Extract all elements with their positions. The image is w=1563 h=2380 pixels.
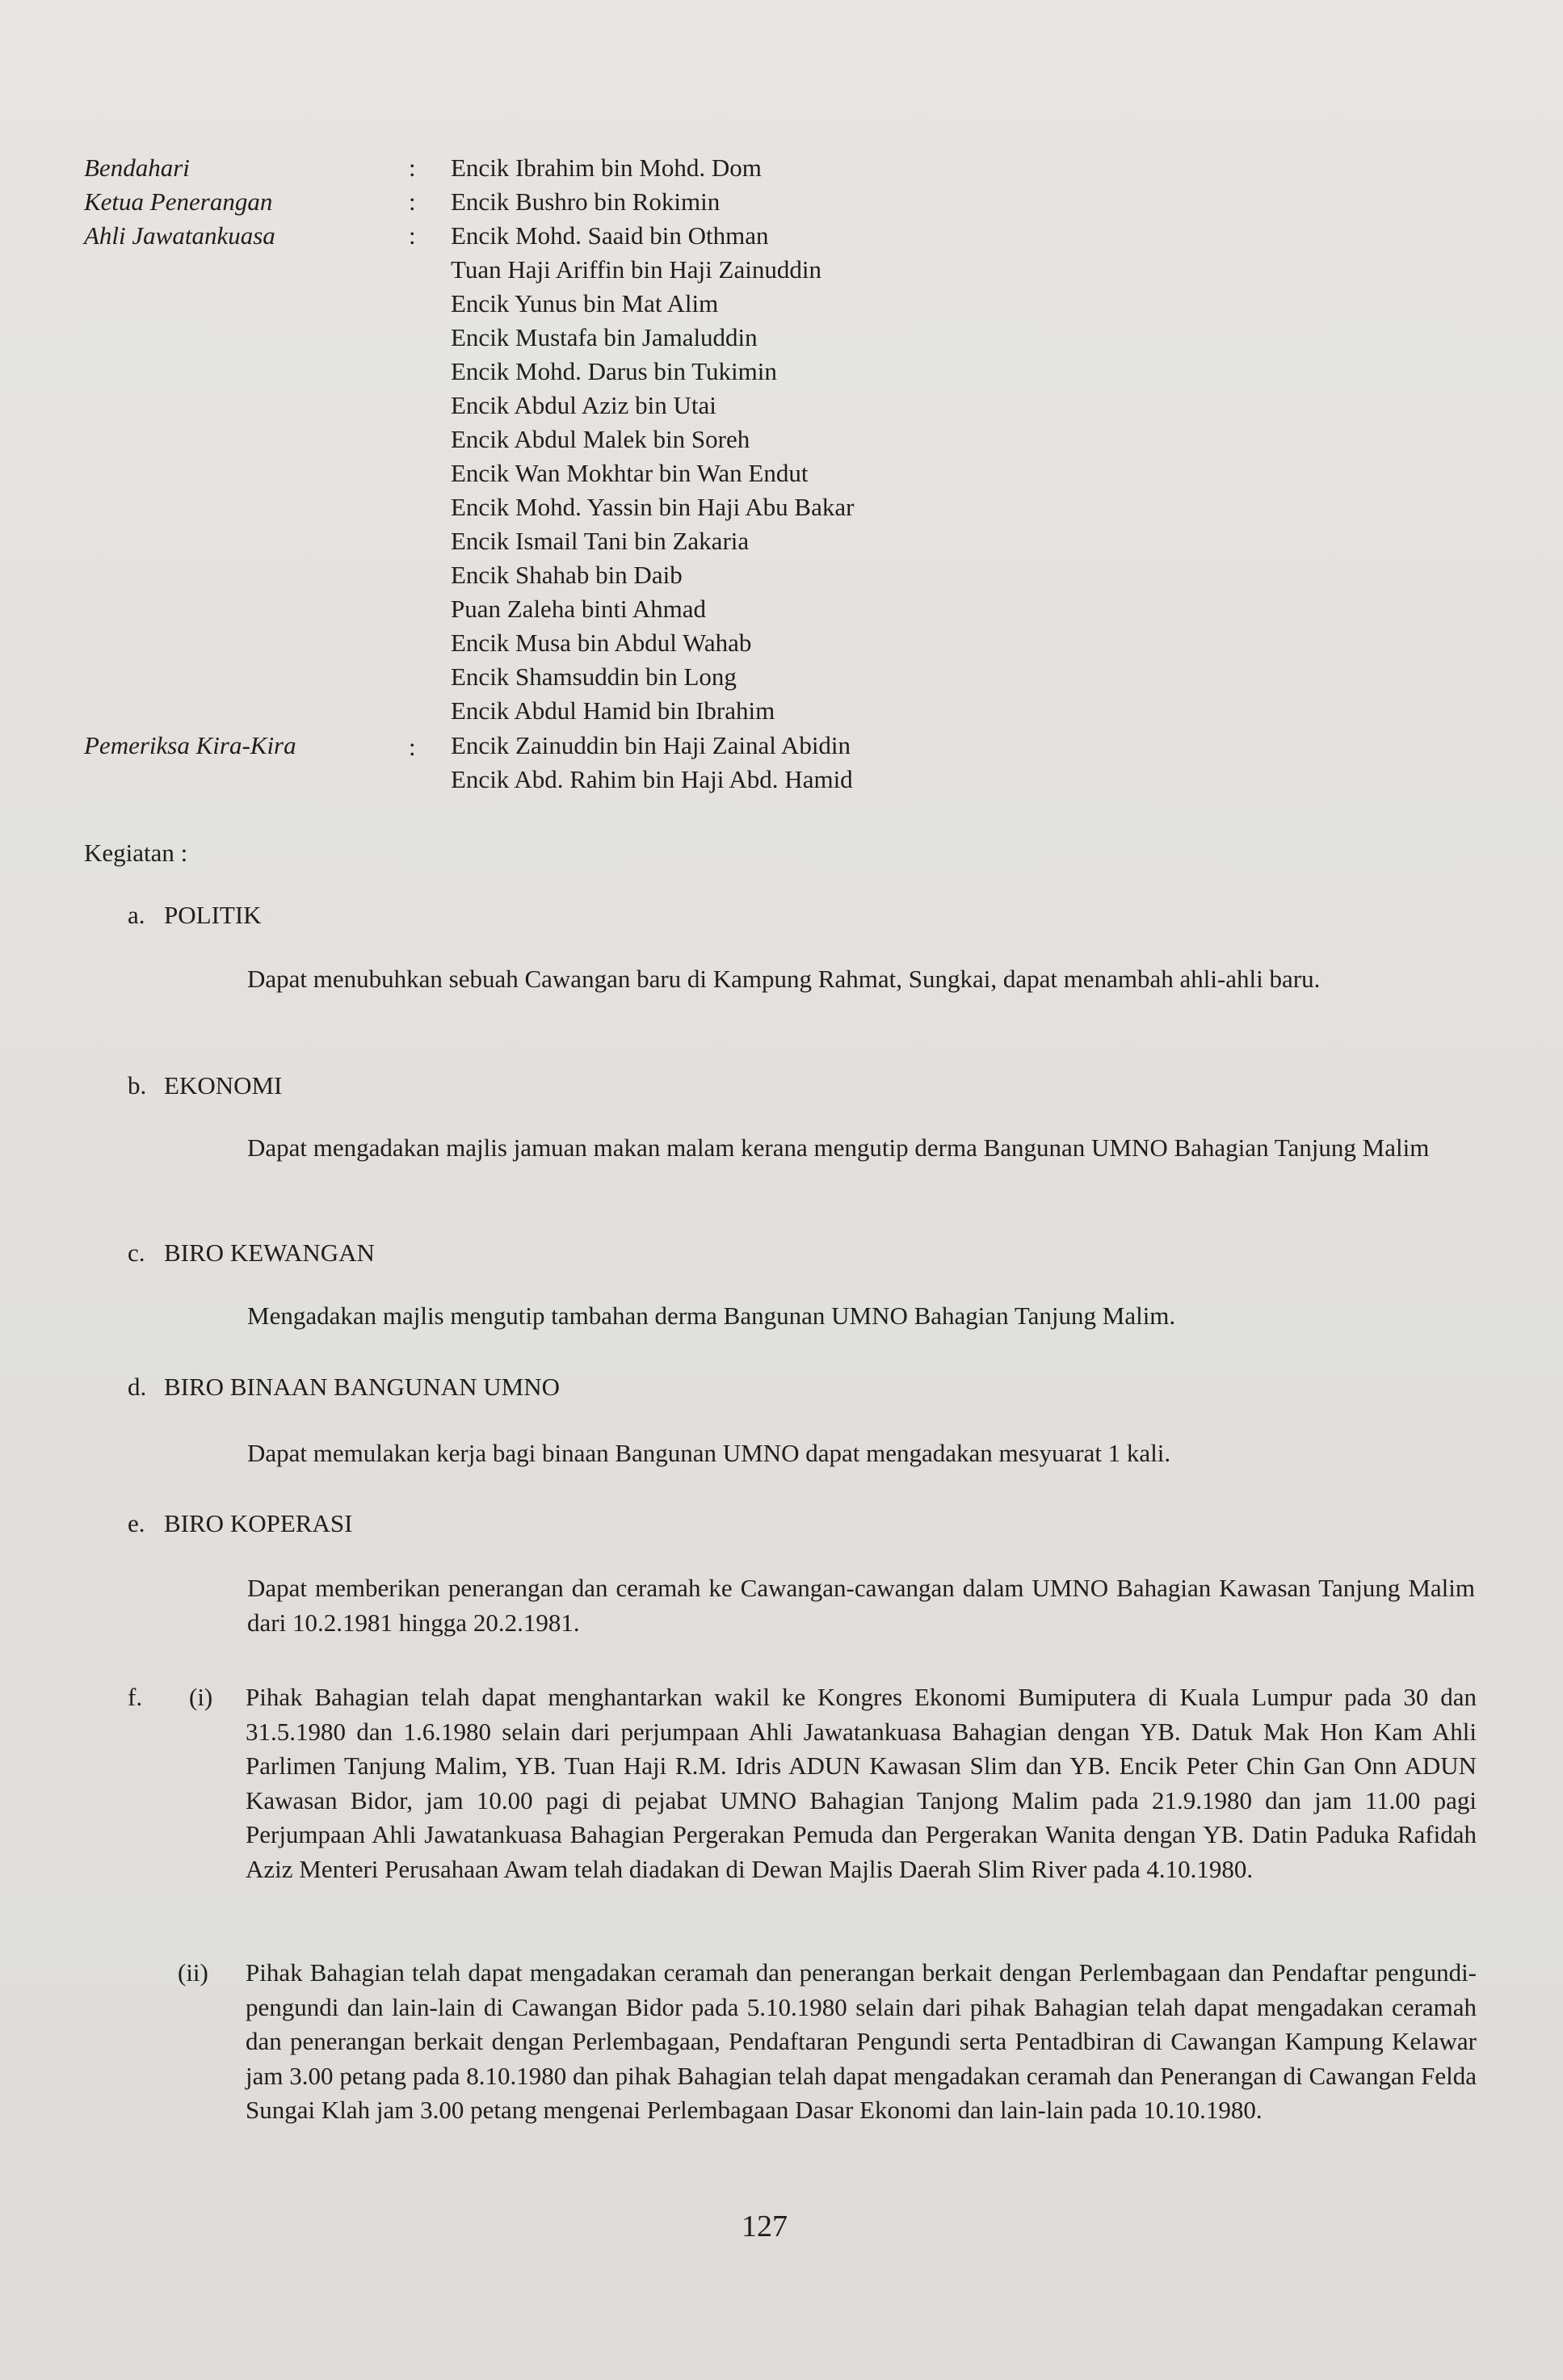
officer-name: Encik Bushro bin Rokimin bbox=[451, 187, 721, 216]
officer-name: Encik Ibrahim bin Mohd. Dom bbox=[451, 153, 762, 182]
section-f-item-2-number: (ii) bbox=[178, 1958, 208, 1987]
section-b-label: b. bbox=[128, 1071, 147, 1100]
section-e-text: Dapat memberikan penerangan dan ceramah ke Cawangan-cawangan dalam UMNO Bahagian Kawasan Tanjung Malim dari 10.2.1981 hingga 20.2.1981. bbox=[247, 1574, 1475, 1637]
officer-name: Puan Zaleha binti Ahmad bbox=[451, 595, 706, 623]
section-c-title: BIRO KEWANGAN bbox=[164, 1238, 375, 1267]
officer-name: Encik Shamsuddin bin Long bbox=[451, 662, 737, 691]
section-b-title: EKONOMI bbox=[164, 1071, 283, 1100]
officer-name: Encik Mohd. Darus bin Tukimin bbox=[451, 357, 777, 385]
officer-name: Tuan Haji Ariffin bin Haji Zainuddin bbox=[451, 255, 821, 284]
section-f-label: f. bbox=[128, 1683, 143, 1711]
officer-name: Encik Mohd. Saaid bin Othman bbox=[451, 221, 769, 250]
section-c-label: c. bbox=[128, 1238, 145, 1267]
role-bendahari: Bendahari bbox=[84, 153, 190, 182]
section-e-label: e. bbox=[128, 1509, 145, 1537]
colon: : bbox=[409, 187, 416, 216]
section-a-label: a. bbox=[128, 901, 145, 929]
officer-name: Encik Abdul Aziz bin Utai bbox=[451, 391, 716, 419]
page-number: 127 bbox=[742, 2210, 788, 2243]
section-e-title: BIRO KOPERASI bbox=[164, 1509, 353, 1537]
officer-name: Encik Abdul Hamid bin Ibrahim bbox=[451, 696, 775, 725]
officer-name: Encik Yunus bin Mat Alim bbox=[451, 289, 719, 317]
section-f-item-1-text: Pihak Bahagian telah dapat menghantarkan wakil ke Kongres Ekonomi Bumiputera di Kuala Lumpur pada 30 dan 31.5.1980 dan 1.6.1980 selain dari perjumpaan Ahli Jawatankuasa Bahagian dengan YB. Datuk Mak Hon Kam Ahli Parlimen Tanjung Malim, YB. Tuan Haji R.M. Idris ADUN Kawasan Slim dan YB. Encik Peter Chin Gan Onn ADUN Kawasan Bidor, jam 10.00 pagi di pejabat UMNO Bahagian Tanjong Malim pada 21.9.1980 dan jam 11.00 pagi Perjumpaan Ahli Jawatankuasa Bahagian Pergerakan Pemuda dan Pergerakan Wanita dengan YB. Datin Paduka Rafidah Aziz Menteri Perusahaan Awam telah diadakan di Dewan Majlis Daerah Slim River pada 4.10.1980. bbox=[246, 1683, 1477, 1883]
colon: : bbox=[409, 221, 416, 250]
officer-name: Encik Mohd. Yassin bin Haji Abu Bakar bbox=[451, 493, 855, 521]
section-d-label: d. bbox=[128, 1373, 147, 1401]
role-pemeriksa-kira-kira: Pemeriksa Kira-Kira bbox=[84, 731, 296, 759]
officer-name: Encik Wan Mokhtar bin Wan Endut bbox=[451, 459, 809, 487]
officer-name: Encik Abdul Malek bin Soreh bbox=[451, 425, 750, 453]
officer-name: Encik Ismail Tani bin Zakaria bbox=[451, 527, 750, 555]
officer-name: Encik Mustafa bin Jamaluddin bbox=[451, 323, 758, 351]
section-f-item-2-text: Pihak Bahagian telah dapat mengadakan ceramah dan penerangan berkait dengan Perlembagaan dan Pendaftar pengundi-pengundi dan lain-lain di Cawangan Bidor pada 5.10.1980 selain dari pihak Bahagian telah dapat mengadakan ceramah dan penerangan berkait dengan Perlembagaan, Pendaftaran Pengundi serta Pentadbiran di Cawangan Kampung Kelawar jam 3.00 petang pada 8.10.1980 dan pihak Bahagian telah dapat mengadakan ceramah dan Penerangan di Cawangan Felda Sungai Klah jam 3.00 petang mengenai Perlembagaan Dasar Ekonomi dan lain-lain pada 10.10.1980. bbox=[246, 1958, 1477, 2124]
officer-name: Encik Shahab bin Daib bbox=[451, 561, 683, 589]
section-a-title: POLITIK bbox=[164, 901, 262, 929]
officer-name: Encik Abd. Rahim bin Haji Abd. Hamid bbox=[451, 765, 853, 793]
section-f-item-1-number: (i) bbox=[189, 1683, 213, 1711]
section-d-text: Dapat memulakan kerja bagi binaan Bangunan UMNO dapat mengadakan mesyuarat 1 kali. bbox=[247, 1439, 1171, 1467]
officer-name: Encik Zainuddin bin Haji Zainal Abidin bbox=[451, 731, 851, 759]
section-d-title: BIRO BINAAN BANGUNAN UMNO bbox=[164, 1373, 560, 1401]
officer-name: Encik Musa bin Abdul Wahab bbox=[451, 629, 752, 657]
section-c-text: Mengadakan majlis mengutip tambahan derma Bangunan UMNO Bahagian Tanjung Malim. bbox=[247, 1301, 1176, 1330]
section-b-text: Dapat mengadakan majlis jamuan makan malam kerana mengutip derma Bangunan UMNO Bahagian Tanjung Malim bbox=[247, 1133, 1430, 1162]
colon: : bbox=[409, 733, 416, 761]
section-a-text: Dapat menubuhkan sebuah Cawangan baru di Kampung Rahmat, Sungkai, dapat menambah ahli-ahli baru. bbox=[247, 965, 1321, 993]
kegiatan-heading: Kegiatan : bbox=[84, 839, 188, 867]
colon: : bbox=[409, 153, 416, 182]
role-ketua-penerangan: Ketua Penerangan bbox=[84, 187, 273, 216]
role-ahli-jawatankuasa: Ahli Jawatankuasa bbox=[84, 221, 275, 250]
